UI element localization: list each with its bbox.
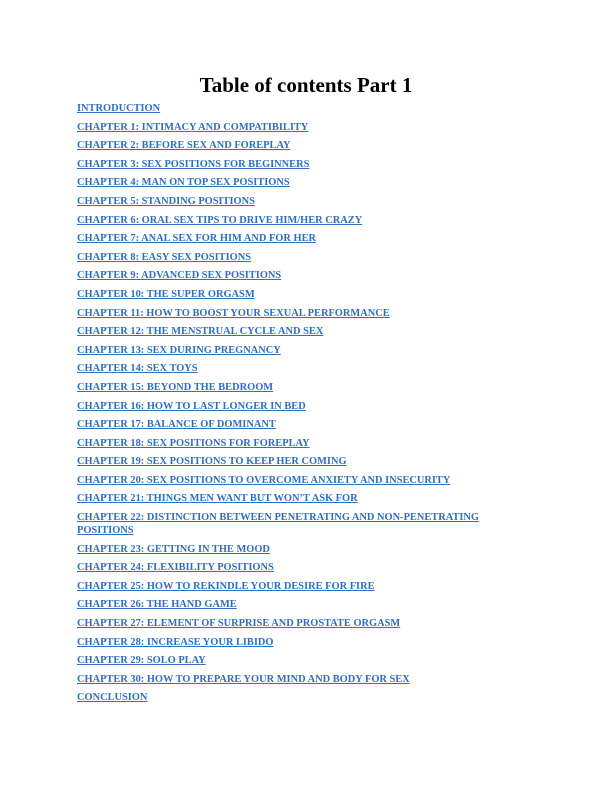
toc-entry <box>77 251 527 270</box>
toc-entry <box>77 232 527 251</box>
toc-link[interactable]: CHAPTER 18: SEX POSITIONS FOR FOREPLAY <box>77 437 310 449</box>
toc-link[interactable]: CHAPTER 15: BEYOND THE BEDROOM <box>77 381 274 393</box>
toc-link[interactable]: CHAPTER 21: THINGS MEN WANT BUT WON’T ASK FOR <box>77 493 358 505</box>
toc-entry <box>77 598 527 617</box>
toc-link[interactable]: CHAPTER 24: FLEXIBILITY POSITIONS <box>77 562 274 574</box>
toc-entry <box>77 617 527 636</box>
toc-link[interactable]: CHAPTER 13: SEX DURING PREGNANCY <box>77 344 281 356</box>
toc-entry <box>77 580 527 599</box>
toc-entry <box>77 102 527 121</box>
toc-link[interactable]: CHAPTER 14: SEX TOYS <box>77 363 198 375</box>
toc-link[interactable]: CHAPTER 16: HOW TO LAST LONGER IN BED <box>77 400 306 412</box>
toc-link[interactable]: CHAPTER 30: HOW TO PREPARE YOUR MIND AND BODY FOR SEX <box>77 673 410 685</box>
toc-link[interactable]: CHAPTER 12: THE MENSTRUAL CYCLE AND SEX <box>77 326 324 338</box>
toc-link[interactable]: CHAPTER 26: THE HAND GAME <box>77 599 237 611</box>
toc-entry <box>77 511 527 543</box>
toc-entry <box>77 543 527 562</box>
toc-entry <box>77 121 527 140</box>
toc-entry <box>77 344 527 363</box>
toc-entry <box>77 288 527 307</box>
toc-entry <box>77 214 527 233</box>
toc-link[interactable]: CHAPTER 17: BALANCE OF DOMINANT <box>77 419 276 431</box>
toc-link[interactable]: CONCLUSION <box>77 692 148 704</box>
toc-link[interactable]: CHAPTER 5: STANDING POSITIONS <box>77 195 255 207</box>
toc-entry <box>77 176 527 195</box>
toc-entry <box>77 455 527 474</box>
toc-entry <box>77 474 527 493</box>
toc-entry <box>77 269 527 288</box>
toc-link[interactable]: CHAPTER 25: HOW TO REKINDLE YOUR DESIRE FOR FIRE <box>77 580 375 592</box>
toc-link[interactable]: CHAPTER 8: EASY SEX POSITIONS <box>77 251 251 263</box>
toc-entry <box>77 561 527 580</box>
toc-entry <box>77 437 527 456</box>
toc-link[interactable]: CHAPTER 27: ELEMENT OF SURPRISE AND PROSTATE ORGASM <box>77 618 401 630</box>
toc-link[interactable]: CHAPTER 20: SEX POSITIONS TO OVERCOME ANXIETY AND INSECURITY <box>77 474 451 486</box>
toc-entry <box>77 636 527 655</box>
toc-entry <box>77 492 527 511</box>
toc-entry <box>77 139 527 158</box>
toc-entry <box>77 418 527 437</box>
toc-entry <box>77 691 527 710</box>
toc-link[interactable]: CHAPTER 2: BEFORE SEX AND FOREPLAY <box>77 140 291 152</box>
toc-link[interactable]: CHAPTER 22: DISTINCTION BETWEEN PENETRATING AND NON-PENETRATING POSITIONS <box>77 512 480 537</box>
toc-entry <box>77 654 527 673</box>
toc-link[interactable]: CHAPTER 23: GETTING IN THE MOOD <box>77 543 270 555</box>
toc-entry <box>77 307 527 326</box>
toc-link[interactable]: CHAPTER 9: ADVANCED SEX POSITIONS <box>77 270 282 282</box>
table-of-contents <box>77 102 527 710</box>
toc-link[interactable]: CHAPTER 1: INTIMACY AND COMPATIBILITY <box>77 121 309 133</box>
toc-link[interactable]: CHAPTER 3: SEX POSITIONS FOR BEGINNERS <box>77 158 310 170</box>
toc-link[interactable]: CHAPTER 29: SOLO PLAY <box>77 655 206 667</box>
toc-link[interactable]: CHAPTER 19: SEX POSITIONS TO KEEP HER COMING <box>77 456 347 468</box>
toc-link[interactable]: CHAPTER 4: MAN ON TOP SEX POSITIONS <box>77 177 290 189</box>
toc-link[interactable]: CHAPTER 10: THE SUPER ORGASM <box>77 288 255 300</box>
toc-link[interactable]: CHAPTER 6: ORAL SEX TIPS TO DRIVE HIM/HER CRAZY <box>77 214 363 226</box>
toc-entry <box>77 195 527 214</box>
toc-entry <box>77 381 527 400</box>
toc-link[interactable]: INTRODUCTION <box>77 103 161 114</box>
toc-entry <box>77 362 527 381</box>
page-title: Table of contents Part 1 <box>199 73 413 97</box>
toc-entry <box>77 673 527 692</box>
toc-link[interactable]: CHAPTER 11: HOW TO BOOST YOUR SEXUAL PERFORMANCE <box>77 307 390 319</box>
toc-entry <box>77 325 527 344</box>
toc-link[interactable]: CHAPTER 7: ANAL SEX FOR HIM AND FOR HER <box>77 233 316 245</box>
toc-entry <box>77 158 527 177</box>
toc-link[interactable]: CHAPTER 28: INCREASE YOUR LIBIDO <box>77 636 274 648</box>
toc-entry <box>77 400 527 419</box>
